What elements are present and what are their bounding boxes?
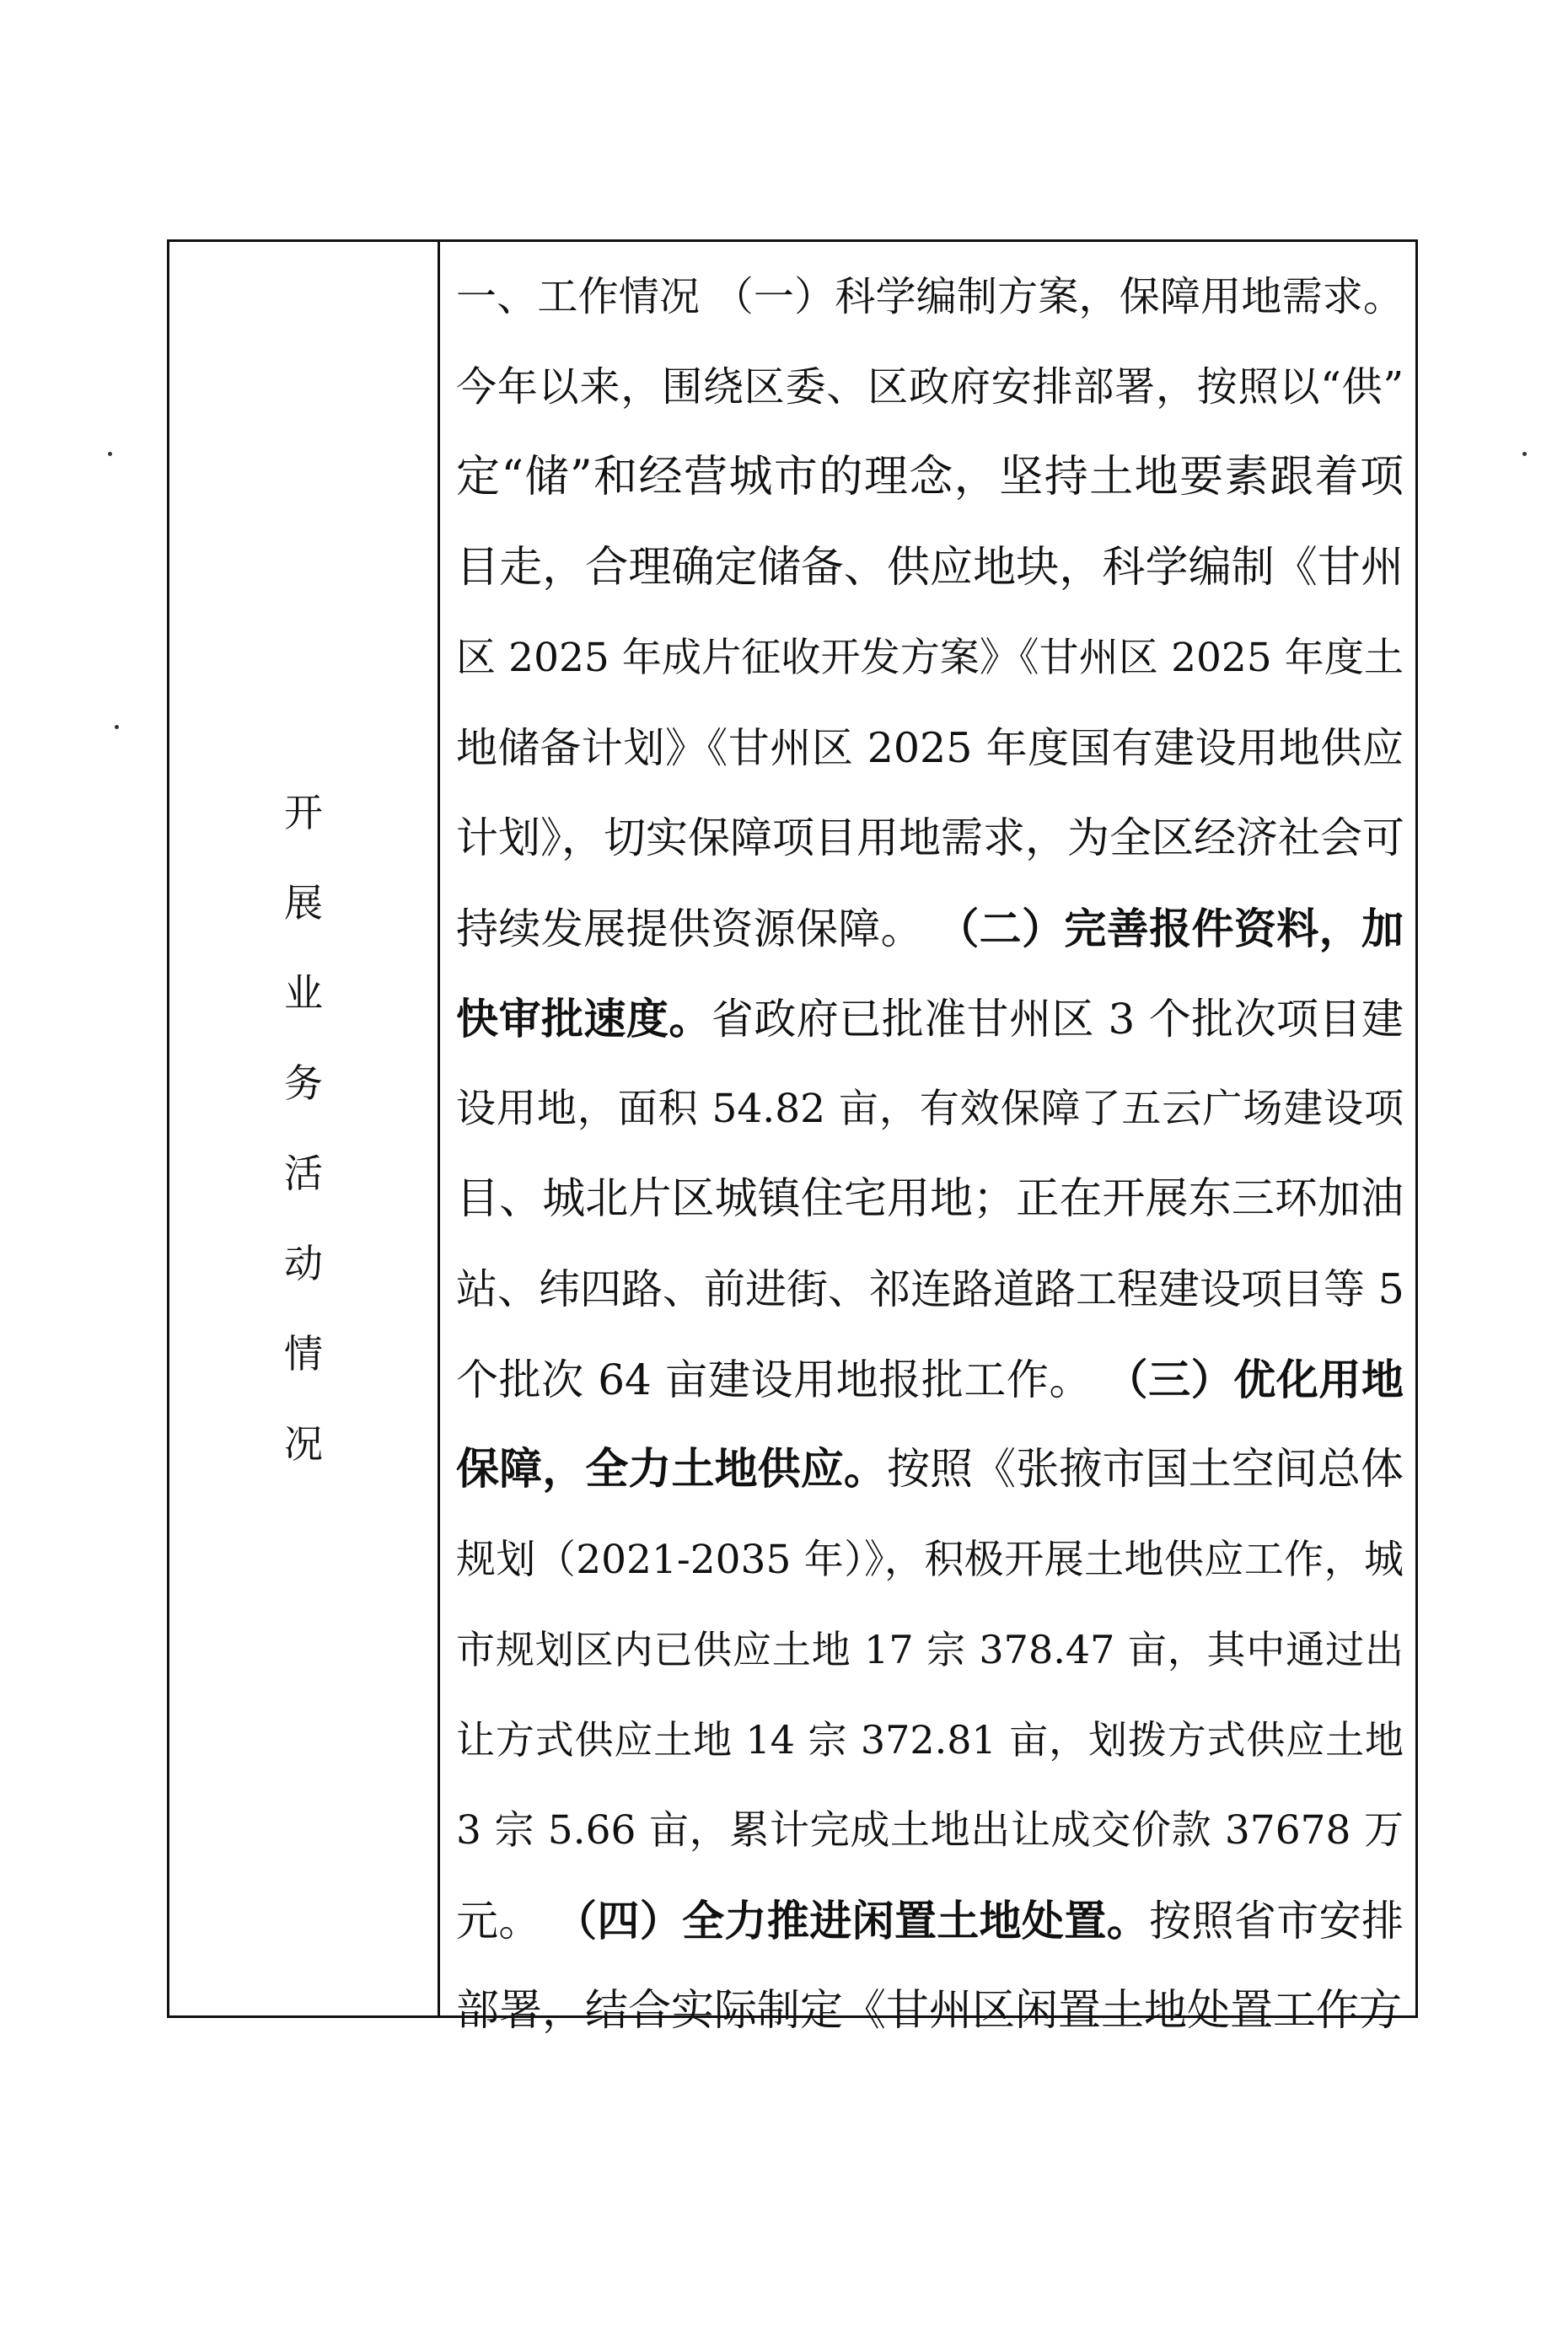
body-text: 按照《张掖市国土空间总体: [886, 1445, 1404, 1495]
body-text: 3 宗 5.66 亩，累计完成土地出让成交价款 37678 万: [456, 1807, 1404, 1854]
text-line: [456, 703, 1404, 793]
body-text: 定“储”和经营城市的理念，坚持土地要素跟着项: [456, 452, 1404, 502]
scan-dot: [1522, 452, 1527, 456]
label-char: 业: [284, 970, 323, 1016]
text-line: [456, 342, 1404, 432]
text-line: [456, 1154, 1404, 1244]
text-line: [456, 1695, 1404, 1785]
label-char: 情: [284, 1331, 323, 1377]
bold-heading-text: 保障，全力土地供应。: [456, 1444, 887, 1495]
text-line: [456, 1515, 1404, 1605]
body-text: 今年以来，围绕区委、区政府安排部署，按照以“供”: [456, 363, 1404, 411]
bold-heading-text: （三）优化用地: [1105, 1355, 1404, 1404]
text-line: [456, 1425, 1404, 1515]
text-line: [456, 1064, 1404, 1154]
text-line: [456, 793, 1404, 883]
text-line: [456, 1334, 1404, 1425]
text-line: [456, 1876, 1404, 1966]
content-cell: [456, 252, 1404, 2056]
text-line: [456, 523, 1404, 613]
body-text: 地储备计划》《甘州区 2025 年度国有建设用地供应: [456, 724, 1404, 772]
body-text: 站、纬四路、前进街、祁连路道路工程建设项目等 5: [456, 1265, 1404, 1313]
text-line: [456, 1244, 1404, 1334]
body-text: 市规划区内已供应土地 17 宗 378.47 亩，其中通过出: [456, 1627, 1404, 1672]
body-text: 计划》，切实保障项目用地需求，为全区经济社会可: [456, 813, 1404, 862]
text-line: [456, 432, 1404, 523]
row-label-cell: [169, 242, 438, 2015]
text-line: [456, 613, 1404, 703]
body-text: 区 2025 年成片征收开发方案》《甘州区 2025 年度土: [456, 635, 1404, 681]
body-text: 设用地，面积 54.82 亩，有效保障了五云广场建设项: [456, 1086, 1404, 1132]
body-text: 目、城北片区城镇住宅用地；正在开展东三环加油: [456, 1174, 1404, 1224]
scan-dot: [108, 452, 112, 456]
text-line: [456, 974, 1404, 1064]
body-text: 个批次 64 亩建设用地报批工作。: [456, 1355, 1106, 1404]
body-text: 规划（2021-2035 年）》，积极开展土地供应工作，城: [456, 1537, 1404, 1583]
body-text: 元。: [456, 1897, 555, 1946]
label-char: 况: [284, 1421, 323, 1467]
body-text: 持续发展提供资源保障。: [456, 904, 937, 953]
label-char: 动: [284, 1241, 323, 1286]
scan-dot: [115, 725, 119, 729]
text-line: [456, 252, 1404, 342]
label-char: 开: [284, 790, 323, 835]
activity-table: [167, 239, 1418, 2036]
text-line: [456, 1966, 1404, 2056]
body-text: 一、工作情况 （一）科学编制方案，保障用地需求。: [456, 273, 1404, 320]
text-line: [456, 1785, 1404, 1876]
label-char: 展: [284, 880, 323, 926]
body-text: 目走，合理确定储备、供应地块，科学编制《甘州: [456, 543, 1404, 593]
label-char: 活: [284, 1151, 323, 1196]
body-text: 部署，结合实际制定《甘州区闲置土地处置工作方: [456, 1986, 1403, 2036]
text-line: [456, 1605, 1404, 1695]
body-text: 按照省市安排: [1149, 1897, 1404, 1946]
bold-heading-text: （四）全力推进闲置土地处置。: [555, 1896, 1150, 1946]
label-char: 务: [284, 1060, 323, 1106]
body-text: 省政府已批准甘州区 3 个批次项目建: [711, 995, 1404, 1044]
text-line: [456, 883, 1404, 974]
column-divider: [438, 242, 440, 2015]
bold-heading-text: （二）完善报件资料，加: [937, 904, 1404, 953]
body-text: 让方式供应土地 14 宗 372.81 亩，划拨方式供应土地: [456, 1717, 1404, 1763]
bold-heading-text: 快审批速度。: [456, 994, 712, 1044]
